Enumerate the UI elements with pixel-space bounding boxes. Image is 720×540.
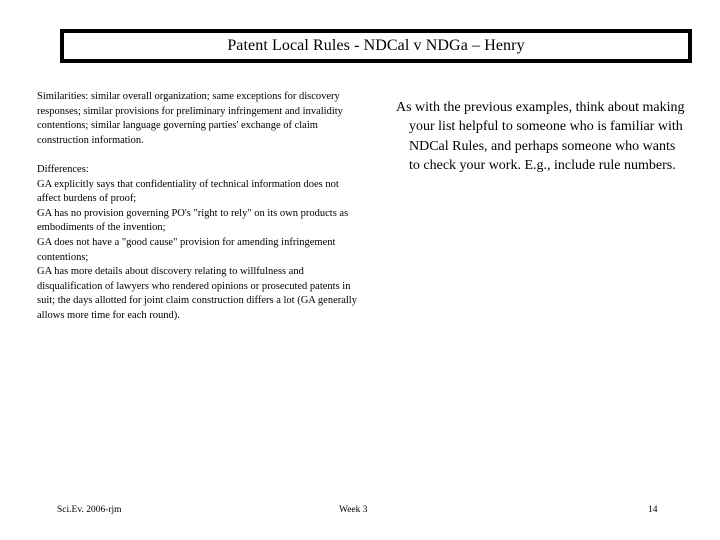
differences-item-3: GA does not have a "good cause" provision for amending infringement contentions; bbox=[37, 236, 336, 263]
differences-item-2: GA has no provision governing PO's "right to rely" on its own products as embodiments of the invention; bbox=[37, 207, 349, 234]
right-content-column bbox=[396, 98, 686, 176]
instructor-note: As with the previous examples, think about making your list helpful to someone who is familiar with NDCal Rules, and perhaps someone who wants to check your work. E.g., include rule numbers. bbox=[396, 100, 685, 174]
similarities-paragraph: Similarities: similar overall organization; same exceptions for discovery responses; similar provisions for preliminary infringement and invalidity contentions; similar language governing parties' exchange of claim construction information. bbox=[37, 91, 343, 146]
paragraph-spacer bbox=[37, 148, 359, 163]
differences-item-4: GA has more details about discovery relating to willfulness and disqualification of lawyers who rendered opinions or prosecuted patents in suit; the days allotted for joint claim construction differs a lot (GA generally allows more time for each round). bbox=[37, 266, 357, 321]
footer-week-label: Week 3 bbox=[339, 505, 368, 515]
page-title: Patent Local Rules - NDCal v NDGa – Henry bbox=[227, 37, 525, 54]
differences-heading: Differences: bbox=[37, 163, 89, 175]
footer-course-label: Sci.Ev. 2006-rjm bbox=[57, 505, 122, 515]
slide-title-box bbox=[60, 29, 692, 63]
slide-footer bbox=[0, 500, 720, 520]
footer-page-number: 14 bbox=[648, 505, 658, 515]
left-content-column bbox=[37, 90, 359, 324]
differences-item-1: GA explicitly says that confidentiality of technical information does not affect burdens of proof; bbox=[37, 178, 339, 205]
